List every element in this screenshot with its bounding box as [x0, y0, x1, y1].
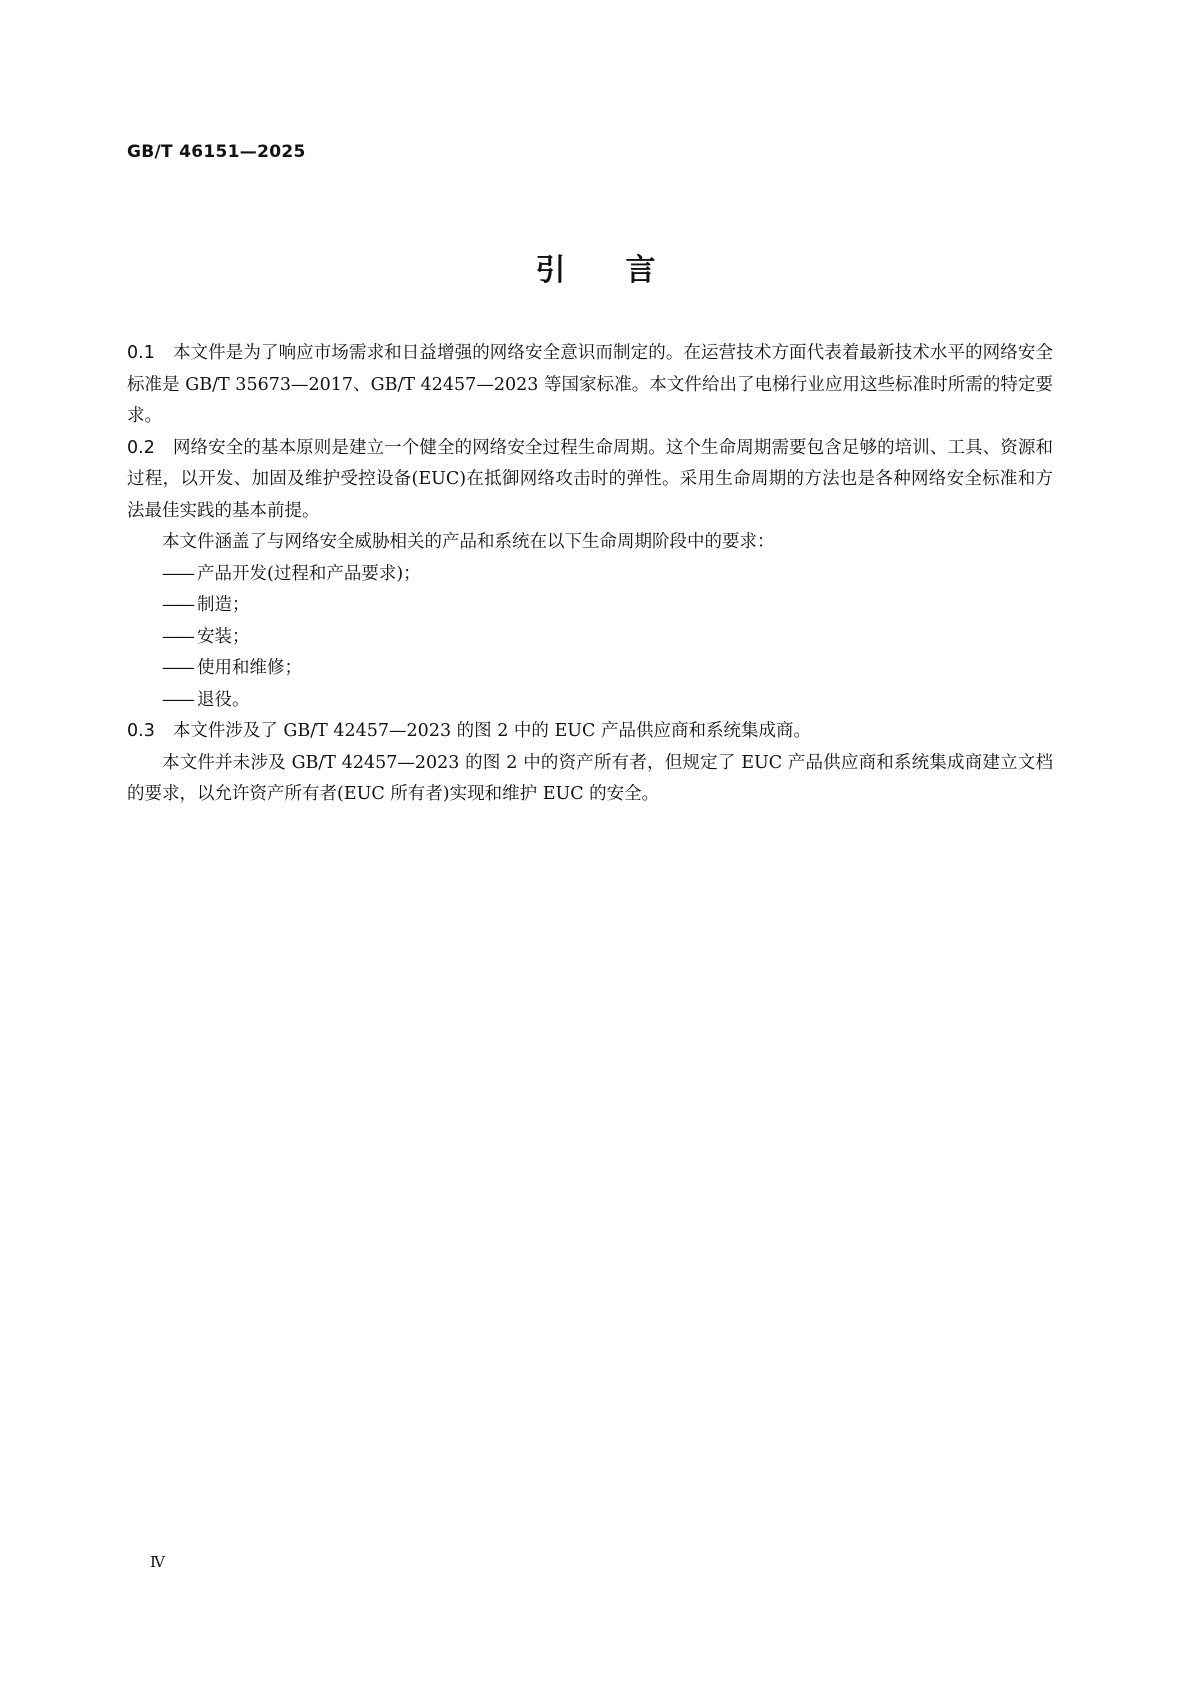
list-item-text: 产品开发(过程和产品要求)； — [197, 563, 421, 584]
list-item — [127, 685, 1053, 717]
section-text: 网络安全的基本原则是建立一个健全的网络安全过程生命周期。这个生命周期需要包含足够的培训、工具、资源和过程，以开发、加固及维护受控设备(EUC)在抵御网络攻击时的弹性。采用生命周期的方法也是各种网络安全标准和方法最佳实践的基本前提。 — [127, 437, 1053, 521]
dash-bullet: —— — [162, 658, 193, 678]
dash-bullet: —— — [162, 689, 193, 710]
section-0-3 — [127, 716, 1053, 748]
standard-number-header: GB/T 46151—2025 — [127, 142, 306, 162]
list-item-text: 安装； — [197, 626, 250, 647]
section-0-1 — [127, 338, 1053, 433]
dash-bullet: —— — [162, 626, 193, 647]
list-item-text: 退役。 — [197, 689, 250, 710]
dash-bullet: —— — [162, 563, 193, 584]
list-item — [127, 559, 1053, 591]
page-title: 引言 — [535, 253, 716, 288]
list-item — [127, 653, 1053, 685]
dash-bullet: —— — [162, 595, 193, 615]
section-text: 本文件是为了响应市场需求和日益增强的网络安全意识而制定的。在运营技术方面代表着最新技术水平的网络安全标准是 GB/T 35673—2017、GB/T 42457—2023 等国家标准。本文件给出了电梯行业应用这些标准时所需的特定要求。 — [127, 343, 1053, 426]
list-item — [127, 590, 1053, 622]
list-item-text: 使用和维修； — [197, 658, 302, 678]
section-number: 0.2 — [127, 437, 155, 458]
section-number: 0.3 — [127, 721, 155, 741]
list-item-text: 制造； — [197, 595, 250, 615]
section-text: 本文件涉及了 GB/T 42457—2023 的图 2 中的 EUC 产品供应商和系统集成商。 — [172, 721, 811, 741]
section-0-3-paragraph-2: 本文件并未涉及 GB/T 42457—2023 的图 2 中的资产所有者，但规定了 EUC 产品供应商和系统集成商建立文档的要求，以允许资产所有者(EUC 所有者)实现和维护 EUC 的安全。 — [127, 752, 1053, 804]
document-body — [127, 338, 1053, 811]
section-0-2 — [127, 433, 1053, 528]
section-number: 0.1 — [127, 343, 155, 363]
page-number: Ⅳ — [150, 1553, 165, 1571]
list-item — [127, 622, 1053, 654]
lifecycle-intro: 本文件涵盖了与网络安全威胁相关的产品和系统在以下生命周期阶段中的要求： — [162, 532, 775, 552]
